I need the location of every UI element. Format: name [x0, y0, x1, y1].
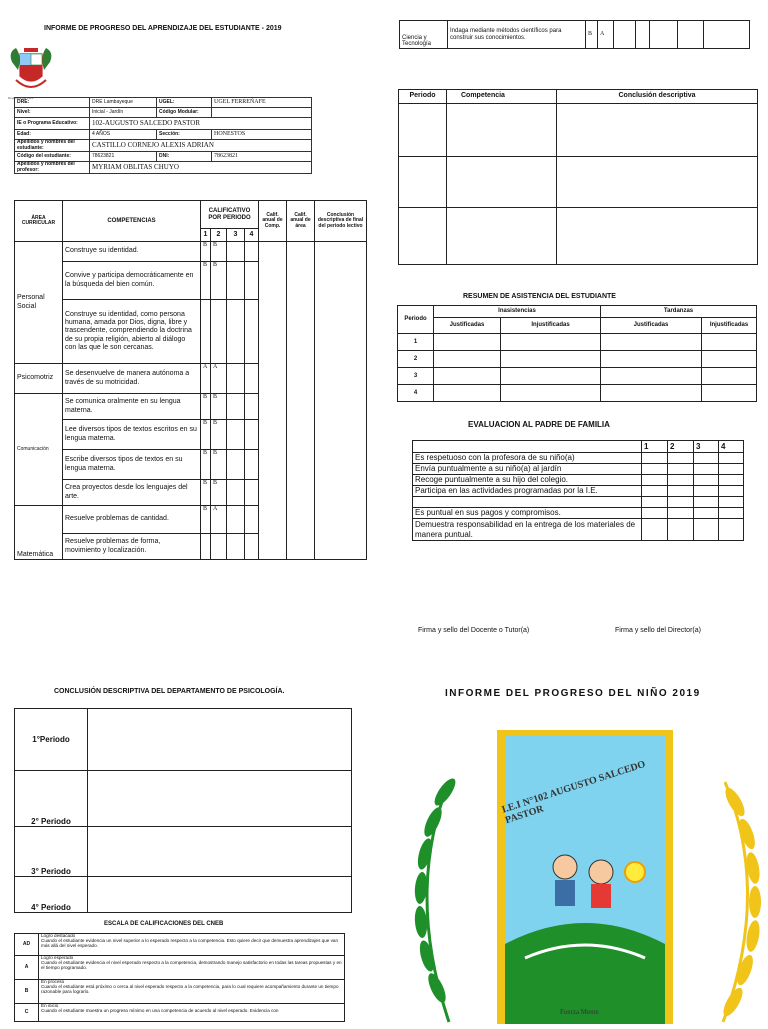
parent-eval-row [413, 508, 744, 519]
grade-period-2 [211, 534, 227, 560]
grade-period-1: B [201, 450, 211, 480]
info-value: CASTILLO CORNEJO ALEXIS ADRIAN [90, 140, 312, 152]
parent-eval-row [413, 464, 744, 475]
tardanzas-header: Tardanzas [601, 306, 757, 318]
area-name: Comunicación [15, 394, 63, 506]
school-motto: Fuerza Mente [560, 1008, 599, 1016]
grade-period-1 [201, 300, 211, 364]
scale-level-desc: Cuando el estudiante evidencia el nivel esperado respecto a la competencia, demostrando manejo satisfactorio en todas las tareas propuestas y en el tiempo programado. [41, 959, 342, 970]
scale-level-title: En proceso [41, 979, 65, 984]
tard-injustificadas-header: Injustificadas [702, 318, 757, 334]
attendance-row [398, 334, 757, 351]
psych-row [15, 771, 352, 827]
attendance-table [397, 305, 757, 402]
info-value: MYRIAM OBLITAS CHUYO [90, 162, 312, 174]
competency-text: Convive y participa democráticamente en la búsqueda del bien común. [63, 262, 201, 300]
grade-period-1: B [201, 420, 211, 450]
competencies-table [14, 200, 367, 560]
info-label-2: Código Modular: [157, 108, 212, 118]
calif-comp-header: Calif. anual de Comp. [259, 201, 287, 242]
parent-eval-col: 3 [694, 441, 719, 453]
grade-period-2: B [211, 450, 227, 480]
ciencia-area: Ciencia y Tecnología [400, 21, 448, 49]
info-row [15, 130, 312, 140]
area-header: ÁREA CURRICULAR [15, 201, 63, 242]
conclusion-descriptiva-header: Conclusión descriptiva [557, 90, 758, 104]
conclusion-table [398, 89, 758, 265]
info-value: 102-AUGUSTO SALCEDO PASTOR [90, 118, 312, 130]
parent-eval-row [413, 497, 744, 508]
parent-eval-col: 4 [719, 441, 744, 453]
competency-text: Construye su identidad, como persona humana, amada por Dios, digna, libre y trascendente, comprendiendo la doctrina de su propia religión, abierto al diálogo con las que le son cercanas. [63, 300, 201, 364]
info-value-2: HONESTOS [212, 130, 312, 140]
peru-crest-icon [6, 42, 56, 98]
attendance-period: 1 [398, 334, 434, 351]
school-emblem [405, 722, 768, 1024]
scale-row [15, 980, 345, 1004]
scale-level-title: En inicio [41, 1003, 59, 1008]
ciencia-table [399, 20, 750, 49]
report-title: INFORME DE PROGRESO DEL APRENDIZAJE DEL ESTUDIANTE - 2019 [44, 25, 282, 32]
info-value-2: UGEL FERREÑAFE [212, 98, 312, 108]
inasist-justificadas-header: Justificadas [434, 318, 501, 334]
parent-eval-item: Es puntual en sus pagos y compromisos. [413, 508, 642, 519]
psych-period: 3° Periodo [15, 827, 88, 877]
competency-text: Construye su identidad. [63, 242, 201, 262]
scale-row [15, 956, 345, 980]
grade-period-2: A [211, 506, 227, 534]
teacher-signature: Firma y sello del Docente o Tutor(a) [418, 627, 530, 634]
grade-period-2: B [211, 420, 227, 450]
grade-period-2: B [211, 394, 227, 420]
info-label-2: UGEL: [157, 98, 212, 108]
grade-period-2: B [211, 262, 227, 300]
info-label-2: DNI: [157, 152, 212, 162]
ciencia-competencia: Indaga mediante métodos científicos para construir sus conocimientos. [448, 21, 586, 49]
info-row [15, 140, 312, 152]
grade-period-2 [211, 300, 227, 364]
info-value: 4 AÑOS [90, 130, 157, 140]
scale-level-desc: Cuando el estudiante está próximo o cerca al nivel esperado respecto a la competencia, para lo cual requiere acompañamiento durante un tiempo razonable para lograrlo. [41, 983, 339, 994]
parent-eval-col: 2 [668, 441, 694, 453]
psych-row [15, 827, 352, 877]
info-label: DRE: [15, 98, 90, 108]
info-row [15, 118, 312, 130]
parent-eval-row [413, 475, 744, 486]
conclusion-competencia-header: Competencia [447, 90, 557, 104]
grade-period-2: B [211, 480, 227, 506]
parent-eval-item: Demuestra responsabilidad en la entrega de los materiales de manera puntual. [413, 519, 642, 541]
scale-title: ESCALA DE CALIFICACIONES DEL CNEB [104, 921, 224, 927]
psych-period: 2° Periodo [15, 771, 88, 827]
scale-level-desc: Cuando el estudiante evidencia un nivel superior a lo esperado respecto a la competencia. Esto quiere decir que demuestra aprendizajes que van más allá del nivel esperado. [41, 937, 338, 948]
parent-eval-item: Participa en las actividades programadas por la I.E. [413, 486, 642, 497]
parent-eval-row [413, 486, 744, 497]
parent-eval-header-row [413, 441, 744, 453]
grade-period-1 [201, 534, 211, 560]
scale-level-desc: Cuando el estudiante muestra un progreso mínimo en una competencia de acuerdo al nivel esperado. Evidencia con [41, 1007, 279, 1013]
competency-text: Crea proyectos desde los lenguajes del arte. [63, 480, 201, 506]
info-label: Apellidos y nombres del profesor: [15, 162, 90, 174]
competencias-header: COMPETENCIAS [63, 201, 201, 242]
scale-row [15, 1004, 345, 1022]
info-label: IE o Programa Educativo: [15, 118, 90, 130]
school-name-arc: I.E.I N°102 AUGUSTO SALCEDO PASTOR [500, 758, 647, 827]
competency-text: Resuelve problemas de cantidad. [63, 506, 201, 534]
grade-period-1: A [201, 364, 211, 394]
parent-eval-table [412, 440, 744, 541]
scale-table [14, 933, 345, 1022]
ciencia-grade-1: B [586, 21, 598, 49]
info-value-2 [212, 108, 312, 118]
period-1-header: 1 [201, 229, 211, 242]
parent-eval-row [413, 453, 744, 464]
info-label: Edad: [15, 130, 90, 140]
attendance-periodo-header: Periodo [398, 306, 434, 334]
director-signature: Firma y sello del Director(a) [615, 627, 701, 634]
tard-justificadas-header: Justificadas [601, 318, 702, 334]
inasistencias-header: Inasistencias [434, 306, 601, 318]
attendance-period: 4 [398, 385, 434, 402]
attendance-period: 3 [398, 368, 434, 385]
competency-text: Se desenvuelve de manera autónoma a través de su motricidad. [63, 364, 201, 394]
attendance-row [398, 385, 757, 402]
competency-text: Resuelve problemas de forma, movimiento y localización. [63, 534, 201, 560]
info-row [15, 98, 312, 108]
period-3-header: 3 [227, 229, 245, 242]
scale-level-title: Logro esperado [41, 955, 74, 960]
period-2-header: 2 [211, 229, 227, 242]
scale-code: A [15, 956, 39, 980]
grade-period-2: A [211, 364, 227, 394]
info-label-2: Sección: [157, 130, 212, 140]
scale-code: C [15, 1004, 39, 1022]
attendance-row [398, 368, 757, 385]
psych-title: CONCLUSIÓN DESCRIPTIVA DEL DEPARTAMENTO DE PSICOLOGÍA. [54, 688, 285, 695]
info-label: Nivel: [15, 108, 90, 118]
parent-eval-row [413, 519, 744, 541]
info-value: Inicial - Jardín [90, 108, 157, 118]
parent-eval-title: EVALUACION AL PADRE DE FAMILIA [468, 420, 610, 429]
grade-period-1: B [201, 480, 211, 506]
psych-period: 4° Periodo [15, 877, 88, 913]
parent-eval-item: Es respetuoso con la profesora de su niño(a) [413, 453, 642, 464]
attendance-row [398, 351, 757, 368]
conclusion-header: Conclusión descriptiva de final del periodo lectivo [315, 201, 367, 242]
competency-text: Lee diversos tipos de textos escritos en su lengua materna. [63, 420, 201, 450]
grade-period-1: B [201, 262, 211, 300]
psych-table [14, 708, 352, 913]
crest-caption: República del Perú [8, 96, 34, 100]
psych-row [15, 877, 352, 913]
calif-area-header: Calif. anual de área [287, 201, 315, 242]
parent-eval-item: Envía puntualmente a su niño(a) al jardín [413, 464, 642, 475]
period-4-header: 4 [245, 229, 259, 242]
scale-row [15, 934, 345, 956]
info-row [15, 152, 312, 162]
scale-code: B [15, 980, 39, 1004]
parent-eval-item: Recoge puntualmente a su hijo del colegio. [413, 475, 642, 486]
area-name: Psicomotriz [15, 364, 63, 394]
calificativo-header: CALIFICATIVO POR PERIODO [201, 201, 259, 229]
info-value: 78623821 [90, 152, 157, 162]
grade-period-1: B [201, 242, 211, 262]
scale-code: AD [15, 934, 39, 956]
competency-text: Se comunica oralmente en su lengua materna. [63, 394, 201, 420]
scale-level-title: Logro destacado [41, 933, 76, 938]
conclusion-periodo-header: Periodo [399, 90, 447, 104]
attendance-title: RESUMEN DE ASISTENCIA DEL ESTUDIANTE [463, 293, 616, 300]
student-info-table [14, 97, 312, 174]
grade-period-1: B [201, 394, 211, 420]
psych-row [15, 709, 352, 771]
info-value-2: 78623821 [212, 152, 312, 162]
info-row [15, 162, 312, 174]
info-label: Código del estudiante: [15, 152, 90, 162]
info-label: Apellidos y nombres del estudiante: [15, 140, 90, 152]
grade-period-2: B [211, 242, 227, 262]
area-name: Matemática [15, 506, 63, 560]
cover-title: INFORME DEL PROGRESO DEL NIÑO 2019 [445, 688, 701, 699]
parent-eval-col: 1 [642, 441, 668, 453]
attendance-period: 2 [398, 351, 434, 368]
ciencia-grade-2: A [598, 21, 614, 49]
area-name: Personal Social [15, 242, 63, 364]
competency-row [15, 242, 367, 262]
grade-period-1: B [201, 506, 211, 534]
psych-period: 1°Periodo [15, 709, 88, 771]
info-row [15, 108, 312, 118]
school-emblem-graphic [405, 722, 768, 1024]
info-value: DRE Lambayeque [90, 98, 157, 108]
inasist-injustificadas-header: Injustificadas [501, 318, 601, 334]
competency-text: Escribe diversos tipos de textos en su lengua materna. [63, 450, 201, 480]
parent-eval-item [413, 497, 642, 508]
